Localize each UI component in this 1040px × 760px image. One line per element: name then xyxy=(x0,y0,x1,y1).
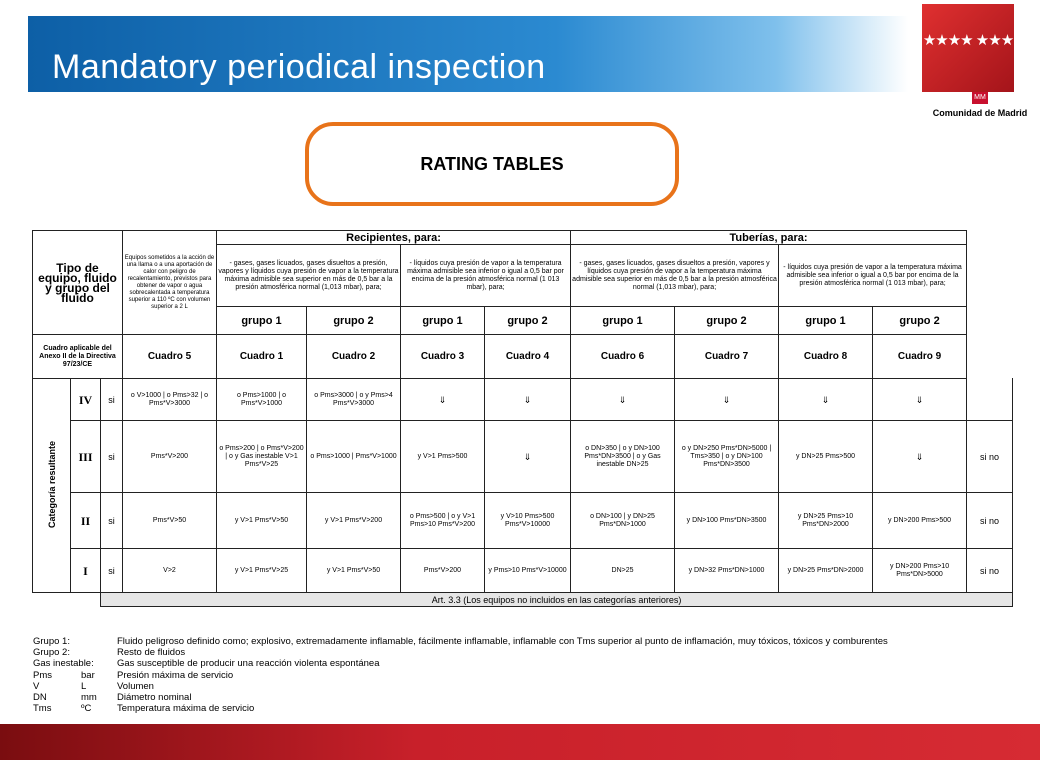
categoria-label-cell xyxy=(33,379,71,593)
cell-iv-c9: ⇓ xyxy=(873,379,967,421)
spacer xyxy=(967,231,1013,421)
legend-row xyxy=(33,703,888,714)
cell-iv-c1: o Pms>1000 | o Pms*V>1000 xyxy=(217,379,307,421)
cell-ii-c3: o Pms>500 | o y V>1 Pms>10 Pms*V>200 xyxy=(401,493,485,549)
cell-iv-c2: o Pms>3000 | o y Pms>4 Pms*V>3000 xyxy=(307,379,401,421)
legend-value: Fluido peligroso definido como; explosivo, extremadamente inflamable, fácilmente inflamable, inflamable con Tms superior al punto de inflamación, muy tóxicos, tóxicos y comburentes xyxy=(117,636,888,647)
footer-note: Art. 3.3 (Los equipos no incluidos en las categorías anteriores) xyxy=(101,593,1013,607)
cell-i-c7: y DN>32 Pms*DN>1000 xyxy=(675,549,779,593)
madrid-emblem-icon: MM xyxy=(972,92,988,104)
legend-unit xyxy=(81,647,117,658)
cell-i-c9: y DN>200 Pms>10 Pms*DN>5000 xyxy=(873,549,967,593)
gases-recipientes: - gases, gases licuados, gases disueltos a presión, vapores y líquidos cuya presión de vapor a la temperatura máxima admisible sea superior en más de 0,5 bar a la presión atmosférica normal (1,013 mbar), para; xyxy=(217,245,401,307)
tipo-header: Tipo de equipo, fluido y grupo del fluido xyxy=(33,231,123,335)
cell-ii-c5: Pms*V>50 xyxy=(123,493,217,549)
legend-key: DN xyxy=(33,692,47,704)
cell-iii-c1: o Pms>200 | o Pms*V>200 | o y Gas inestable V>1 Pms*V>25 xyxy=(217,421,307,493)
cell-iv-c6: ⇓ xyxy=(571,379,675,421)
cell-iv-c8: ⇓ xyxy=(779,379,873,421)
cell-i-c2: y V>1 Pms*V>50 xyxy=(307,549,401,593)
cuadro-label: Cuadro aplicable del Anexo II de la Directiva 97/23/CE xyxy=(33,335,123,379)
legend-key: V xyxy=(33,680,40,692)
categoria-iii: III xyxy=(71,421,101,493)
rating-tables-label: RATING TABLES xyxy=(305,122,679,206)
legend-value: Gas susceptible de producir una reacción violenta espontánea xyxy=(117,658,380,670)
cell-iv-c7: ⇓ xyxy=(675,379,779,421)
categoria-iv: IV xyxy=(71,379,101,421)
legend-row xyxy=(33,670,888,681)
cell-i-c6: DN>25 xyxy=(571,549,675,593)
cell-ii-c8: y DN>25 Pms>10 Pms*DN>2000 xyxy=(779,493,873,549)
grupo-header: grupo 2 xyxy=(485,307,571,335)
categoria-label: Categoría resultante xyxy=(46,440,57,529)
grupo-header: grupo 1 xyxy=(779,307,873,335)
legend-unit: mm xyxy=(81,692,97,704)
cell-ii-c6: o DN>100 | y DN>25 Pms*DN>1000 xyxy=(571,493,675,549)
si-no-cell: si no xyxy=(967,549,1013,593)
cuadro-cell: Cuadro 3 xyxy=(401,335,485,379)
legend-value: Temperatura máxima de servicio xyxy=(117,703,255,715)
cell-iii-c4: ⇓ xyxy=(485,421,571,493)
legend-row xyxy=(33,636,888,647)
madrid-flag-logo xyxy=(922,4,1014,92)
cell-iii-c8: y DN>25 Pms>500 xyxy=(779,421,873,493)
gases-tuberias: - gases, gases licuados, gases disueltos a presión, vapores y líquidos cuya presión de vapor a la temperatura máxima admisible sea superior en más de 0,5 bar a la presión atmosférica normal (1,013 mbar), para; xyxy=(571,245,779,307)
cell-i-c8: y DN>25 Pms*DN>2000 xyxy=(779,549,873,593)
cell-ii-c1: y V>1 Pms*V>50 xyxy=(217,493,307,549)
bottom-bar xyxy=(0,724,1040,760)
cell-iv-c5: o V>1000 | o Pms>32 | o Pms*V>3000 xyxy=(123,379,217,421)
grupo-header: grupo 1 xyxy=(217,307,307,335)
cell-i-c5: V>2 xyxy=(123,549,217,593)
cell-ii-c7: y DN>100 Pms*DN>3500 xyxy=(675,493,779,549)
si-cell: si xyxy=(101,493,123,549)
legend-row xyxy=(33,658,888,669)
liquidos-tuberias: - líquidos cuya presión de vapor a la temperatura máxima admisible sea inferior o igual a 0,5 bar por encima de la presión atmosférica normal (1 013 mbar), para; xyxy=(779,245,967,307)
cuadro-cell: Cuadro 2 xyxy=(307,335,401,379)
legend-row xyxy=(33,692,888,703)
cell-iii-c7: o y DN>250 Pms*DN>5000 | Tms>350 | o y DN>100 Pms*DN>3500 xyxy=(675,421,779,493)
cuadro-cell: Cuadro 8 xyxy=(779,335,873,379)
legend-key: Tms xyxy=(33,703,52,715)
cuadro-cell: Cuadro 5 xyxy=(123,335,217,379)
cell-iii-c2: o Pms>1000 | Pms*V>1000 xyxy=(307,421,401,493)
cuadro-cell: Cuadro 6 xyxy=(571,335,675,379)
legend-value: Diámetro nominal xyxy=(117,692,192,704)
cuadro-cell: Cuadro 1 xyxy=(217,335,307,379)
liquidos-recipientes: - líquidos cuya presión de vapor a la temperatura máxima admisible sea inferior o igual a 0,5 bar por encima de la presión atmosférica normal (1 013 mbar), para; xyxy=(401,245,571,307)
rating-table xyxy=(32,230,1013,607)
legend-key: Grupo 1: xyxy=(33,636,70,647)
page-title: Mandatory periodical inspection xyxy=(52,48,546,86)
legend-unit xyxy=(81,636,117,647)
grupo-header: grupo 2 xyxy=(675,307,779,335)
cell-iv-c3: ⇓ xyxy=(401,379,485,421)
legend-key: Grupo 2: xyxy=(33,647,70,659)
stars-icon: ★★★★ ★★★ xyxy=(922,32,1014,49)
grupo-header: grupo 2 xyxy=(307,307,401,335)
legend-unit: ºC xyxy=(81,703,92,715)
legend-row xyxy=(33,647,888,658)
si-cell: si xyxy=(101,379,123,421)
si-cell: si xyxy=(101,421,123,493)
cuadro-cell: Cuadro 9 xyxy=(873,335,967,379)
cell-ii-c9: y DN>200 Pms>500 xyxy=(873,493,967,549)
legend-value: Volumen xyxy=(117,680,154,692)
cell-ii-c4: y V>10 Pms>500 Pms*V>10000 xyxy=(485,493,571,549)
cell-iii-c6: o DN>350 | o y DN>100 Pms*DN>3500 | o y Gas inestable DN>25 xyxy=(571,421,675,493)
grupo-header: grupo 2 xyxy=(873,307,967,335)
cell-ii-c2: y V>1 Pms*V>200 xyxy=(307,493,401,549)
si-no-cell: si no xyxy=(967,493,1013,549)
legend xyxy=(33,636,888,714)
spacer xyxy=(33,593,101,607)
cuadro-cell: Cuadro 7 xyxy=(675,335,779,379)
legend-unit: bar xyxy=(81,669,95,681)
si-no-cell: si no xyxy=(967,421,1013,493)
categoria-i: I xyxy=(71,549,101,593)
cell-iii-c9: ⇓ xyxy=(873,421,967,493)
legend-unit: L xyxy=(81,680,87,692)
categoria-ii: II xyxy=(71,493,101,549)
cell-i-c3: Pms*V>200 xyxy=(401,549,485,593)
legend-value: Resto de fluidos xyxy=(117,647,186,659)
legend-key: Pms xyxy=(33,669,52,681)
cell-iii-c5: Pms*V>200 xyxy=(123,421,217,493)
si-cell: si xyxy=(101,549,123,593)
cell-iii-c3: y V>1 Pms>500 xyxy=(401,421,485,493)
cell-i-c4: y Pms>10 Pms*V>10000 xyxy=(485,549,571,593)
recipientes-header: Recipientes, para: xyxy=(217,231,571,245)
equipos-llama-header: Equipos sometidos a la acción de una llama o a una aportación de calor con peligro de recalentamiento, previstos para obtener de vapor o agua sobrecalentada a temperatura superior a 110 ºC con volumen superior a 2 L xyxy=(123,231,217,335)
tuberias-header: Tuberías, para: xyxy=(571,231,967,245)
grupo-header: grupo 1 xyxy=(401,307,485,335)
legend-value: Presión máxima de servicio xyxy=(117,669,234,681)
grupo-header: grupo 1 xyxy=(571,307,675,335)
legend-key: Gas inestable: xyxy=(33,658,94,670)
legend-row xyxy=(33,681,888,692)
cell-iv-c4: ⇓ xyxy=(485,379,571,421)
cell-i-c1: y V>1 Pms*V>25 xyxy=(217,549,307,593)
cuadro-cell: Cuadro 4 xyxy=(485,335,571,379)
logo-text: Comunidad de Madrid xyxy=(932,108,1028,118)
